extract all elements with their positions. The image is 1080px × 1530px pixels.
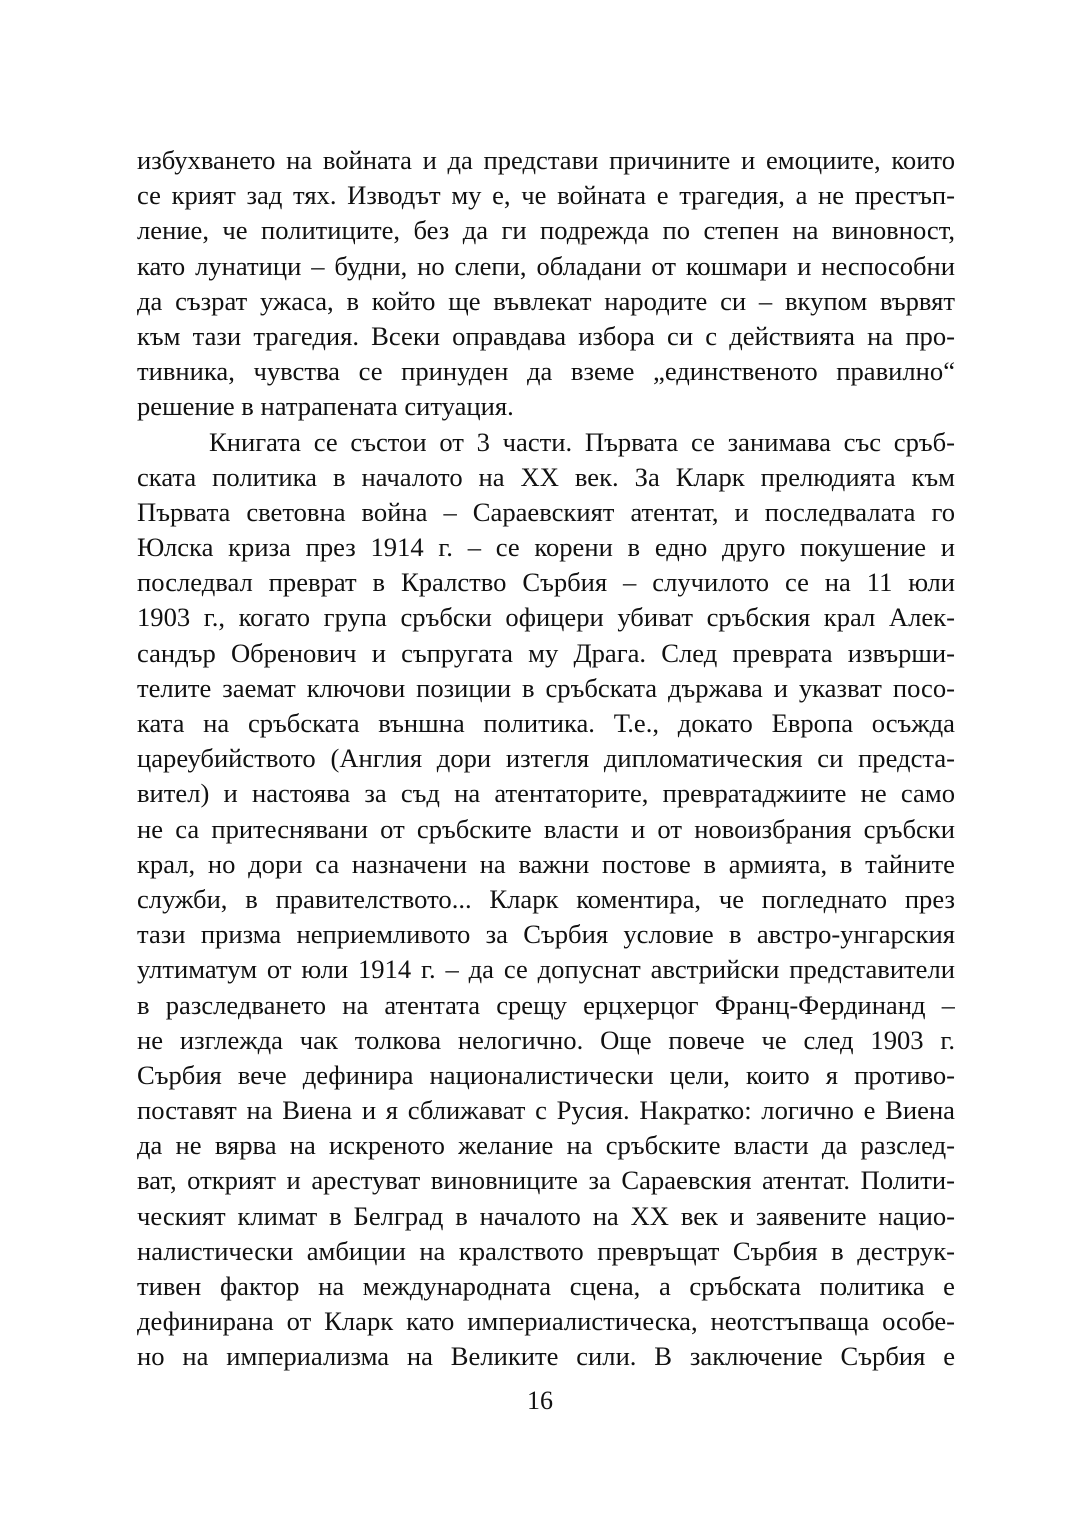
text-line: Първата световна война – Сараевският атентат, и последвалата го (137, 496, 955, 527)
paragraph-2 (137, 425, 955, 1375)
text-line: крал, но дори са назначени на важни постове в армията, в тайните (137, 848, 955, 879)
text-line: в разследването на атентата срещу ерцхерцог Франц-Фердинанд – (137, 989, 955, 1020)
text-line: Книгата се състои от 3 части. Първата се занимава със сръб- (209, 426, 955, 457)
text-line: ление, че политиците, без да ги подрежда по степен на виновност, (137, 215, 955, 246)
text-line: последвал преврат в Кралство Сърбия – случилото се на 11 юли (137, 567, 955, 598)
text-line: поставят на Виена и я сближават с Русия. Накратко: логично е Виена (137, 1095, 955, 1126)
text-line: 1903 г., когато група сръбски офицери убиват сръбския крал Алек- (137, 602, 955, 633)
text-line: не са притеснявани от сръбските власти и от новоизбрания сръбски (137, 813, 955, 844)
text-line: тивника, чувства се принуден да вземе „единственото правилно“ (137, 356, 955, 387)
text-line: ултиматум от юли 1914 г. – да се допуснат австрийски представители (137, 954, 955, 985)
page-number: 16 (527, 1386, 553, 1415)
text-line: ват, открият и арестуват виновниците за Сараевския атентат. Полити- (137, 1165, 955, 1196)
text-line: към тази трагедия. Всеки оправдава избора си с действията на про- (137, 320, 955, 351)
text-line: Юлска криза през 1914 г. – се корени в едно друго покушение и (137, 532, 955, 563)
text-line: тази призма неприемливото за Сърбия условие в австро-унгарския (137, 919, 955, 950)
text-line: сандър Обренович и съпругата му Драга. След преврата извърши- (137, 637, 955, 668)
text-line: цареубийството (Англия дори изтегля дипломатическия си предста- (137, 743, 955, 774)
text-line: ската политика в началото на XX век. За Кларк прелюдията към (137, 461, 955, 492)
text-line: ческият климат в Белград в началото на XX век и заявените нацио- (137, 1200, 955, 1231)
paragraph-1 (137, 143, 955, 425)
text-line: решение в натрапената ситуация. (137, 391, 514, 422)
text-line: да не вярва на искреното желание на сръбските власти да разслед- (137, 1130, 955, 1161)
text-line: не изглежда чак толкова нелогично. Още повече че след 1903 г. (137, 1024, 955, 1055)
text-line: Сърбия вече дефинира националистически цели, които я противо- (137, 1059, 955, 1090)
text-line: вител) и настоява за съд на атентаторите, превратаджиите не само (137, 778, 955, 809)
text-line: ката на сръбската външна политика. Т.е., докато Европа осъжда (137, 708, 955, 738)
text-line: тивен фактор на международната сцена, а сръбската политика е (137, 1271, 955, 1301)
text-line: телите заемат ключови позиции в сръбската държава и указват посо- (137, 672, 955, 703)
text-line: да съзрат ужаса, в който ще въвлекат народите си – вкупом вървят (137, 285, 955, 316)
text-line: дефинирана от Кларк като империалистическа, неотстъпваща особе- (137, 1306, 955, 1337)
text-line: налистически амбиции на кралството превръщат Сърбия в деструк- (137, 1235, 955, 1266)
text-line: но на империализма на Великите сили. В заключение Сърбия е (137, 1341, 955, 1372)
text-line: се крият зад тях. Изводът му е, че войната е трагедия, а не престъп- (137, 180, 955, 211)
text-line: избухването на войната и да представи причините и емоциите, които (137, 145, 955, 175)
text-line: служби, в правителството... Кларк коментира, че погледнато през (137, 883, 955, 914)
page-body (137, 143, 955, 1375)
text-line: като лунатици – будни, но слепи, обладани от кошмари и неспособни (137, 250, 955, 281)
